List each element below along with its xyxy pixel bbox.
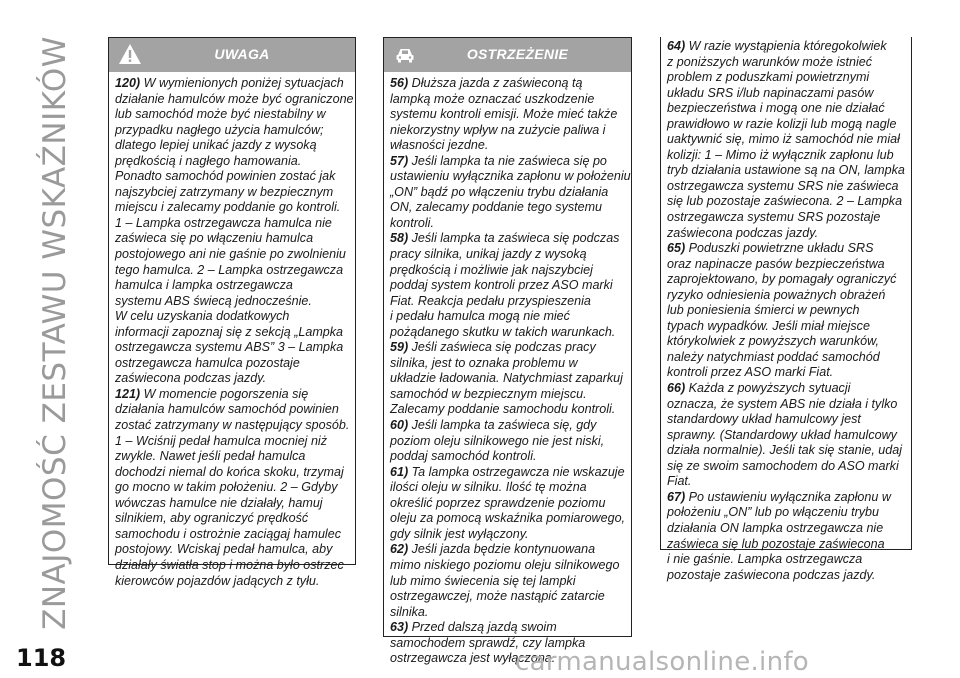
line-text: Po ustawieniu wyłącznika zapłonu w xyxy=(685,489,891,504)
line-text: układzie ładowania. Natychmiast zaparkuj xyxy=(390,371,623,386)
text-line xyxy=(667,272,905,288)
caution-box-continued xyxy=(660,37,912,582)
text-line xyxy=(115,263,349,279)
line-text: z poniższych warunków może istnieć xyxy=(667,54,873,69)
line-text: poddaj system kontroli przez ASO marki xyxy=(390,278,613,293)
text-line xyxy=(115,402,349,418)
line-text: ostrzegawcza systemu ABS” 3 – Lampka xyxy=(115,340,344,355)
line-text: zaświecona podczas jazdy. xyxy=(115,371,267,386)
text-line xyxy=(390,542,625,558)
line-text: ustawieniu wyłącznika zapłonu w położeniu xyxy=(390,169,631,184)
text-line xyxy=(115,434,349,450)
text-line xyxy=(390,138,625,154)
line-text: 1 – Wciśnij pedał hamulca mocniej niż xyxy=(115,433,327,448)
line-text: Ponadto samochód powinien zostać jak xyxy=(115,169,336,184)
text-line xyxy=(115,185,349,201)
text-line xyxy=(390,605,625,621)
line-text: go mocno w takim położeniu. 2 – Gdyby xyxy=(115,480,338,495)
line-text: silnikiem, aby ograniczyć prędkość xyxy=(115,511,309,526)
watermark: carmanualsonline.info xyxy=(515,647,810,677)
caution-box-continued-body xyxy=(661,37,911,587)
line-text: należy natychmiast poddać samochód xyxy=(667,349,880,364)
note-number: 64) xyxy=(667,39,686,53)
text-line xyxy=(115,107,349,123)
text-line xyxy=(115,371,349,387)
text-line xyxy=(115,449,349,465)
line-text: Jeśli lampka ta zaświeca się podczas xyxy=(408,231,620,246)
text-line xyxy=(667,288,905,304)
text-line xyxy=(390,418,625,434)
text-line xyxy=(667,210,905,226)
text-line xyxy=(667,350,905,366)
line-text: bezpieczeństwa i mogą one nie działać xyxy=(667,101,885,116)
text-line xyxy=(667,474,905,490)
line-text: standardowy układ hamulcowy jest xyxy=(667,412,861,427)
text-line xyxy=(667,303,905,319)
line-text: Ta lampka ostrzegawcza nie wskazuje xyxy=(408,464,625,479)
line-text: tryb działania ustawione są na ON, lampka xyxy=(667,163,905,178)
text-line xyxy=(390,76,625,92)
text-line xyxy=(667,241,905,257)
line-text: Fiat. xyxy=(667,474,692,489)
text-line xyxy=(390,371,625,387)
text-line xyxy=(115,123,349,139)
line-text: Każda z powyższych sytuacji xyxy=(685,381,851,396)
note-number: 67) xyxy=(667,489,686,504)
note-number: 63) xyxy=(390,620,409,635)
text-line xyxy=(667,334,905,350)
line-text: mimo niskiego poziomu oleju silnikowego xyxy=(390,557,620,572)
text-line xyxy=(390,356,625,372)
text-line xyxy=(390,574,625,590)
line-text: oraz napinacze pasów bezpieczeństwa xyxy=(667,256,885,271)
text-line xyxy=(667,163,905,179)
line-text: ostrzegawcza hamulca pozostaje xyxy=(115,355,300,370)
text-line xyxy=(115,325,349,341)
note-number: 62) xyxy=(390,542,409,557)
line-text: ostrzegawczej, może nastąpić zatarcie xyxy=(390,589,605,604)
line-text: W celu uzyskania dodatkowych xyxy=(115,309,290,324)
line-text: lub mimo świecenia się tej lampki xyxy=(390,573,576,588)
text-line xyxy=(667,319,905,335)
line-text: najszybciej zatrzymany w bezpiecznym xyxy=(115,184,334,199)
line-text: poziom oleju silnikowego nie jest niski, xyxy=(390,433,605,448)
line-text: Zalecamy poddanie samochodu kontroli. xyxy=(390,402,616,417)
line-text: prędkością i możliwie jak najszybciej xyxy=(390,262,593,277)
text-line xyxy=(115,480,349,496)
text-line xyxy=(390,340,625,356)
text-line xyxy=(667,443,905,459)
text-line xyxy=(390,309,625,325)
text-line xyxy=(390,387,625,403)
text-line xyxy=(667,39,905,55)
text-line xyxy=(667,226,905,242)
line-text: postojowego ani nie gaśnie po zwolnieniu xyxy=(115,247,346,262)
line-text: W razie wystąpienia któregokolwiek xyxy=(685,39,887,53)
text-line xyxy=(390,527,625,543)
text-line xyxy=(390,185,625,201)
line-text: ON, zalecamy poddanie tego systemu xyxy=(390,200,603,215)
text-line xyxy=(115,91,354,108)
line-text: działa normalnie). Jeśli tak się stanie, udaj xyxy=(667,443,903,458)
line-text: lampką może oznaczać uszkodzenie xyxy=(390,91,595,106)
text-line xyxy=(667,365,905,381)
line-text: i pedału hamulca mogą nie mieć xyxy=(390,309,570,324)
note-number: 66) xyxy=(667,381,686,396)
line-text: działania ON lampka ostrzegawcza nie xyxy=(667,520,884,535)
line-text: Poduszki powietrzne układu SRS xyxy=(685,241,874,256)
text-line xyxy=(667,490,905,506)
note-number: 56) xyxy=(390,76,409,90)
line-text: położeniu „ON” lub po włączeniu trybu xyxy=(667,505,880,520)
text-line xyxy=(115,542,349,558)
warning-box-title: UWAGA xyxy=(214,46,270,62)
line-text: 1 – Lampka ostrzegawcza hamulca nie xyxy=(115,215,332,230)
line-text: hamulca i lampka ostrzegawcza xyxy=(115,278,293,293)
text-line xyxy=(115,278,349,294)
line-text: określić poprzez sprawdzenie poziomu xyxy=(390,495,606,510)
line-text: ostrzegawcza jest wyłączona. xyxy=(390,651,556,666)
text-line xyxy=(115,496,349,512)
text-line xyxy=(390,92,625,108)
line-text: kierowców pojazdów jadących z tyłu. xyxy=(115,573,320,588)
text-line xyxy=(115,558,349,574)
text-line xyxy=(115,231,349,247)
line-text: zaświeca się po włączeniu hamulca xyxy=(115,231,314,246)
text-line xyxy=(390,434,625,450)
text-line xyxy=(667,397,905,413)
text-line xyxy=(115,527,349,543)
text-line xyxy=(115,418,349,434)
text-line xyxy=(390,620,625,636)
text-line xyxy=(667,537,905,553)
text-line xyxy=(390,154,625,170)
line-text: kontroli. xyxy=(390,215,434,230)
line-text: zaświecona podczas jazdy. xyxy=(667,225,819,240)
line-text: zaświeca się lub pozostaje zaświecona xyxy=(667,536,885,551)
text-line xyxy=(667,70,905,86)
caution-box-header xyxy=(384,38,631,72)
line-text: Przed dalszą jazdą swoim xyxy=(408,620,557,635)
text-line xyxy=(115,154,349,170)
text-line xyxy=(667,179,905,195)
line-text: pożądanego skutku w takich warunkach. xyxy=(390,324,616,339)
line-text: ostrzegawcza systemu SRS nie zaświeca xyxy=(667,178,899,193)
note-number: 57) xyxy=(390,153,409,168)
text-line xyxy=(115,511,349,527)
line-text: dochodzi niemal do końca skoku, trzymaj xyxy=(115,464,344,479)
page-number: 118 xyxy=(16,644,67,672)
line-text: działanie hamulców może być ograniczone xyxy=(115,91,354,106)
text-line xyxy=(390,216,625,232)
text-line xyxy=(667,55,905,71)
line-text: pracy silnika, unikaj jazdy z wysoką xyxy=(390,247,587,262)
text-line xyxy=(667,194,905,210)
line-text: prędkością i nagłego hamowania. xyxy=(115,153,302,168)
line-text: własności jezdne. xyxy=(390,138,489,153)
line-text: „ON” bądź po włączeniu trybu działania xyxy=(390,184,609,199)
line-text: działały światła stop i można było ostrzec xyxy=(115,557,344,572)
line-text: Jeśli jazda będzie kontynuowana xyxy=(408,542,596,557)
line-text: sprawny. (Standardowy układ hamulcowy xyxy=(667,427,897,442)
line-text: lub samochód może być niestabilny w xyxy=(115,107,326,122)
text-line xyxy=(667,459,905,475)
note-number: 65) xyxy=(667,241,686,256)
line-text: Dłuższa jazda z zaświeconą tą xyxy=(408,76,583,90)
text-line xyxy=(390,465,625,481)
line-text: silnika. xyxy=(390,604,429,619)
line-text: Fiat. Reakcja pedału przyspieszenia xyxy=(390,293,591,308)
text-line xyxy=(115,138,349,154)
text-line xyxy=(115,340,349,356)
text-line xyxy=(667,101,905,117)
text-line xyxy=(390,558,625,574)
line-text: się ze swoim samochodem do ASO marki xyxy=(667,458,899,473)
line-text: wówczas hamulce nie działały, hamuj xyxy=(115,495,323,510)
text-line xyxy=(115,76,349,92)
note-number: 59) xyxy=(390,340,409,355)
line-text: się lub pozostaje zaświecona. 2 – Lampka xyxy=(667,194,903,209)
note-number: 60) xyxy=(390,418,409,433)
line-text: postojowy. Wciskaj pedał hamulca, aby xyxy=(115,542,333,557)
text-line xyxy=(115,216,349,232)
line-text: dlatego lepiej unikać jazdy z wysoką xyxy=(115,138,317,153)
text-line xyxy=(115,247,349,263)
line-text: zostać zatrzymany w następujący sposób. xyxy=(115,418,350,433)
note-number: 58) xyxy=(390,231,409,246)
caution-box-title: OSTRZEŻENIE xyxy=(466,46,569,62)
line-text: gdy silnik jest wyłączony. xyxy=(390,526,529,541)
warning-box-header xyxy=(109,38,355,72)
line-text: działania hamulców samochód powinien xyxy=(115,402,339,417)
line-text: ryzyko odniesienia poważnych obrażeń xyxy=(667,287,886,302)
text-line xyxy=(390,480,625,496)
text-line xyxy=(390,263,625,279)
line-text: zaprojektowano, by pomagały ograniczyć xyxy=(667,272,897,287)
line-text: samochodu i ostrożnie zaciągaj hamulec xyxy=(115,526,341,541)
line-text: układu SRS i/lub napinaczami pasów xyxy=(667,85,874,100)
line-text: pozostaje zaświecona podczas jazdy. xyxy=(667,567,876,582)
line-text: W wymienionych poniżej sytuacjach xyxy=(140,76,344,90)
line-text: Jeśli lampka ta zaświeca się, gdy xyxy=(408,418,597,433)
line-text: systemu ABS świecą jednocześnie. xyxy=(115,293,312,308)
text-line xyxy=(667,257,905,273)
line-text: systemu kontroli emisji. Może mieć także xyxy=(390,107,618,122)
line-text: miejscu i zalecamy poddanie go kontroli. xyxy=(115,200,341,215)
line-text: W momencie pogorszenia się xyxy=(140,386,309,401)
text-line xyxy=(390,294,625,310)
text-line xyxy=(115,294,349,310)
text-line xyxy=(390,107,625,123)
text-line xyxy=(390,169,631,185)
line-text: tego hamulca. 2 – Lampka ostrzegawcza xyxy=(115,262,344,277)
text-line xyxy=(667,117,905,133)
warning-box-uwaga xyxy=(108,37,356,588)
text-line xyxy=(667,428,905,444)
line-text: ilości oleju w silniku. Ilość tę można xyxy=(390,480,587,495)
note-number: 61) xyxy=(390,464,409,479)
text-line xyxy=(390,247,625,263)
line-text: uaktywnić się, mimo iż samochód nie miał xyxy=(667,132,900,147)
line-text: oleju za pomocą wskaźnika pomiarowego, xyxy=(390,511,626,526)
text-line xyxy=(390,325,625,341)
line-text: typach wypadków. Jeśli miał miejsce xyxy=(667,318,870,333)
text-line xyxy=(667,521,905,537)
line-text: problem z poduszkami powietrznymi xyxy=(667,70,870,85)
text-line xyxy=(667,148,905,164)
text-line xyxy=(390,123,625,139)
line-text: Jeśli lampka ta nie zaświeca się po xyxy=(408,153,607,168)
line-text: którykolwiek z powyższych warunków, xyxy=(667,334,879,349)
text-line xyxy=(390,278,625,294)
text-line xyxy=(667,381,905,397)
text-line xyxy=(390,589,625,605)
line-text: niekorzystny wpływ na zużycie paliwa i xyxy=(390,122,606,137)
text-line xyxy=(390,231,625,247)
note-number: 121) xyxy=(115,386,141,401)
text-line xyxy=(115,465,349,481)
text-line xyxy=(115,356,349,372)
line-text: silnika, jest to oznaka problemu w xyxy=(390,355,578,370)
caution-box-ostrzezenie xyxy=(383,37,632,666)
line-text: poddaj samochód kontroli. xyxy=(390,449,537,464)
text-line xyxy=(390,511,625,527)
line-text: przypadku nagłego użycia hamulców; xyxy=(115,122,324,137)
caution-box-body xyxy=(384,72,631,671)
text-line xyxy=(667,505,905,521)
text-line xyxy=(115,200,349,216)
line-text: oznacza, że system ABS nie działa i tylko xyxy=(667,396,898,411)
text-line xyxy=(667,412,905,428)
text-line xyxy=(115,574,349,590)
section-title-text: ZNAJOMOŚĆ ZESTAWU WSKAŹNIKÓW xyxy=(37,36,73,630)
warning-box-body xyxy=(109,72,355,593)
text-line xyxy=(390,449,625,465)
text-line xyxy=(667,568,905,584)
text-line xyxy=(667,132,905,148)
line-text: samochód w bezpiecznym miejscu. xyxy=(390,386,587,401)
line-text: informacji zapoznaj się z sekcją „Lampka xyxy=(115,324,344,339)
line-text: samochodem sprawdź, czy lampka xyxy=(390,635,586,650)
line-text: prawidłowo w razie kolizji lub mogą nagle xyxy=(667,116,897,131)
text-line xyxy=(390,496,625,512)
text-line xyxy=(390,402,625,418)
text-line xyxy=(115,169,349,185)
line-text: Jeśli zaświeca się podczas pracy xyxy=(408,340,596,355)
line-text: zwykle. Nawet jeśli pedał hamulca xyxy=(115,449,306,464)
text-line xyxy=(115,387,349,403)
text-line xyxy=(667,552,905,568)
line-text: ostrzegawcza systemu SRS pozostaje xyxy=(667,210,881,225)
line-text: i nie gaśnie. Lampka ostrzegawcza xyxy=(667,552,863,567)
line-text: kontroli przez ASO marki Fiat. xyxy=(667,365,834,380)
sidebar-section-title xyxy=(30,18,80,648)
text-line xyxy=(115,309,349,325)
note-number: 120) xyxy=(115,76,141,90)
text-line xyxy=(667,86,905,102)
line-text: lub poniesienia śmierci w pewnych xyxy=(667,303,860,318)
text-line xyxy=(390,200,625,216)
line-text: kolizji: 1 – Mimo iż wyłącznik zapłonu lub xyxy=(667,147,894,162)
